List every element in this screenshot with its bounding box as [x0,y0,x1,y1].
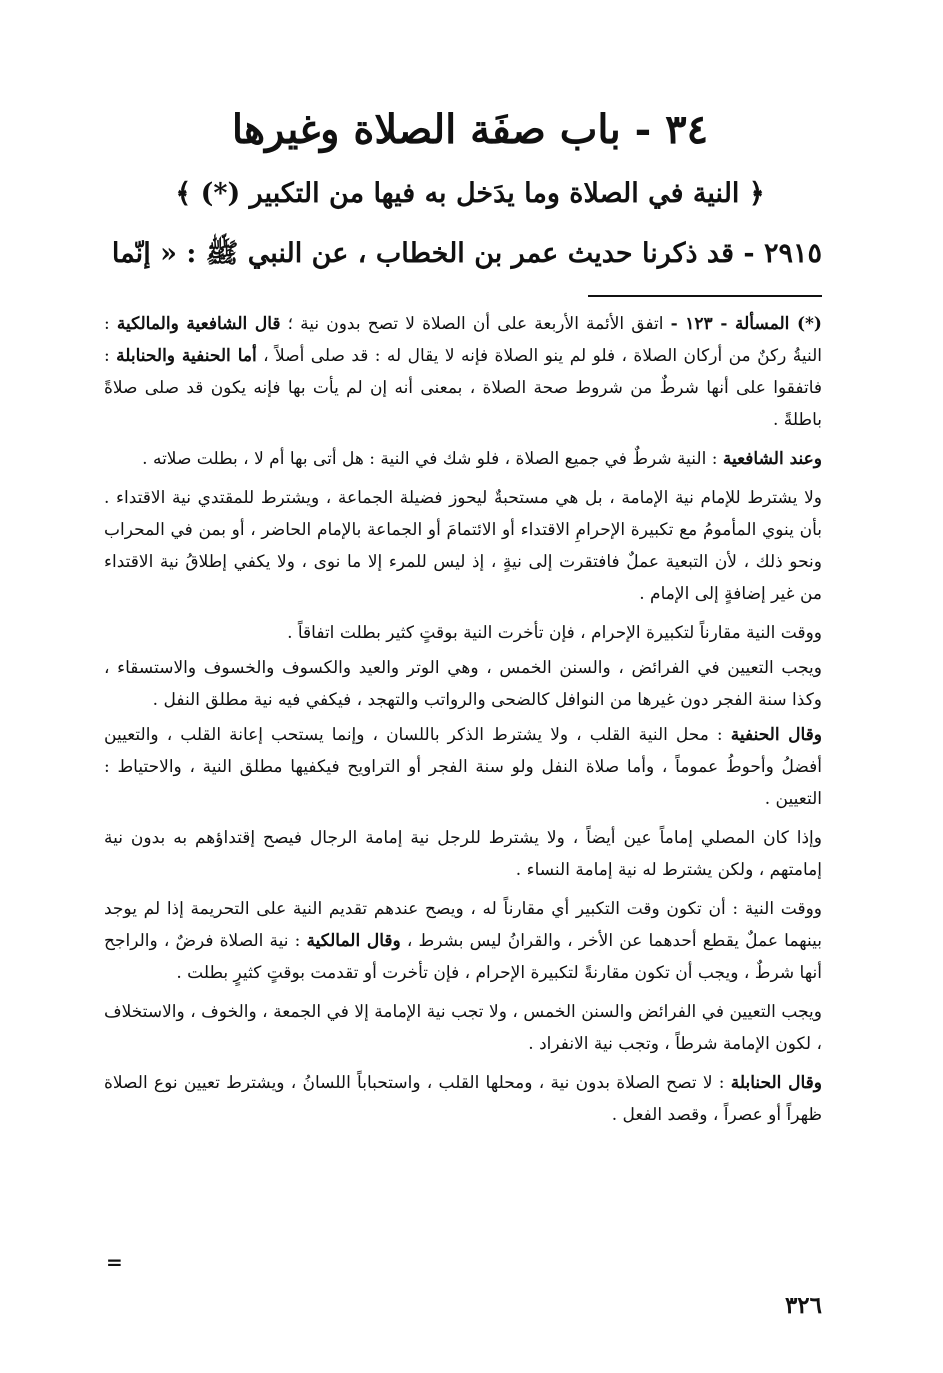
footnote-paragraph-5: ويجب التعيين في الفرائض ، والسنن الخمس ، وهي الوتر والعيد والكسوف والخسوف والاستسقاء ، وكذا سنة الفجر دون غيرها من النوافل كالضحى والرواتب والتهجد ، فيكفي فيه نية مطلق النفل . [104,658,822,710]
footnote-paragraph-1 [104,308,822,436]
footnote-text: ووقت النية : أن تكون وقت التكبير أي مقارناً له ، ويصح عندهم تقديم النية على التحريمة إذا لم يوجد بينهما عملٌ يقطع أحدهما عن الأخر ، والقرانُ ليس بشرط ، [104,899,822,951]
school-label: وقال المالكية [306,931,401,951]
school-label: وقال الحنابلة [730,1073,823,1093]
footnote-paragraph-10 [104,1067,822,1131]
footnote-paragraph-2 [104,443,822,475]
footnote-paragraph-7: وإذا كان المصلي إماماً عين أيضاً ، ولا يشترط للرجل نية إمامة الرجال فيصح إقتداؤهم به بدون نية إمامتهم ، ولكن يشترط له نية إمامة النساء . [104,828,822,880]
footnote-text: : لا تصح الصلاة بدون نية ، ومحلها القلب ، واستحباباً اللسانُ ، ويشترط تعيين نوع الصلاة ظهراً أو عصراً ، وقصد الفعل . [104,1073,822,1125]
continuation-mark: = [106,1250,123,1274]
issue-number: (*) المسألة - ١٢٣ - [670,314,822,334]
page-number: ٣٢٦ [784,1292,822,1319]
footnote-separator [588,295,822,297]
section-title: ﴿ النية في الصلاة وما يدَخل به فيها من التكبير (*) ﴾ [175,178,765,209]
footnote-paragraph-9: ويجب التعيين في الفرائض والسنن الخمس ، ولا تجب نية الإمامة إلا في الجمعة ، والخوف ، والاستخلاف ، لكون الإمامة شرطاً ، وتجب نية الانفراد . [104,1002,822,1054]
footnote-text: : محل النية القلب ، ولا يشترط الذكر باللسان ، وإنما يستحب إعانة القلب ، والتعيين أفضلُ وأحوطُ عموماً ، وأما صلاة النفل ولو سنة الفجر أو التراويح فيكفيها مطلق النية ، والاحتياط : التعيين . [104,725,822,809]
footnote-paragraph-8 [104,893,822,989]
school-label: قال الشافعية والمالكية [116,314,281,334]
footnote-text: اتفق الأئمة الأربعة على أن الصلاة لا تصح بدون نية ؛ [280,314,671,334]
hadith-text: ٢٩١٥ - قد ذكرنا حديث عمر بن الخطاب ، عن النبي ﷺ : « إنّما [111,238,822,269]
footnote-text: : فاتفقوا على أنها شرطٌ من شروط صحة الصلاة ، بمعنى أنه إن لم يأت بها فإنه يكون قد صلى صلاةً باطلةً . [104,346,822,430]
footnote-text: : النيةُ ركنٌ من أركان الصلاة ، فلو لم ينو الصلاة فإنه لا يقال له : قد صلى أصلاً ، [104,314,822,366]
footnote-paragraph-3: ولا يشترط للإمام نية الإمامة ، بل هي مستحبةٌ ليحوز فضيلة الجماعة ، ويشترط للمقتدي نية الاقتداء . بأن ينوي المأمومُ مع تكبيرة الإحرامِ الاقتداء أو الائتمامَ أو الجماعة بالإمام الحاضر ، أو بمن في المحراب ونحو ذلك ، لأن التبعية عملٌ فافتقرت إلى نيةٍ ، إذ ليس للمرء إلا ما نوى ، ولا يكفي إطلاقُ نية الاقتداء من غير إضافةٍ إلى الإمام . [104,488,822,604]
footnote-paragraph-6 [104,719,822,815]
footnote-text: : نية الصلاة فرضٌ ، والراجح أنها شرطٌ ، ويجب أن تكون مقارنةً لتكبيرة الإحرام ، فإن تأخرت أو تقدمت بوقتٍ كثيرٍ بطلت . [104,931,822,983]
school-label: وعند الشافعية [722,449,822,469]
school-label: أما الحنفية والحنابلة [116,346,257,366]
school-label: وقال الحنفية [730,725,823,745]
footnote-paragraph-4: ووقت النية مقارناً لتكبيرة الإحرام ، فإن تأخرت النية بوقتٍ كثير بطلت اتفاقاً . [287,623,822,643]
chapter-title: ٣٤ - باب صفَة الصلاة وغيرها [231,106,709,153]
footnote-block [104,308,822,1138]
footnote-text: : النية شرطٌ في جميع الصلاة ، فلو شك في النية : هل أتى بها أم لا ، بطلت صلاته . [142,449,723,469]
